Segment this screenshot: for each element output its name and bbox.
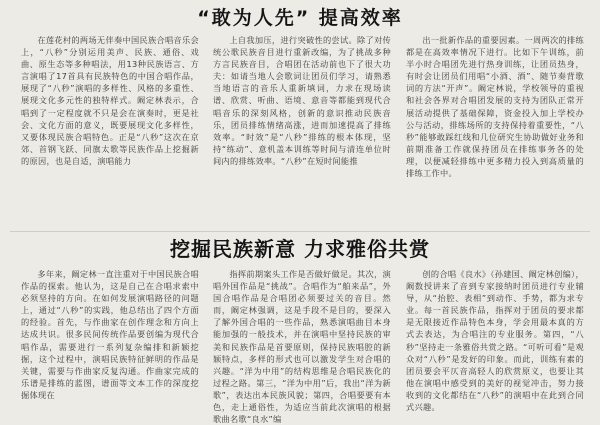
paragraph: 创的合唱《良水》（孙建国、阚定林创编），阚数授讲来了音到专家接纳时团员进行专业辅导，从“抬腔、表相”到动作、手势，都为求专业。每一首民族作品，指挥对于团员的要求都是无限接近作品特色本身，学会用最本真的方式去表达，为合唱注的专业服务。第四，“八秒”坚持走一条雅俗共赏之路。“可听可看”是观众对“八秒”是发好的印象。而此，训练有素的团员要会平仄音高轻人的欣赏原义，也要让其他在演唱中感受到的美好的视觉冲击，努力接收到的文化都结在“八秒”的演唱中在此到合同式兴趣。	[406, 269, 584, 413]
section-divider	[10, 231, 590, 232]
article-column	[21, 268, 199, 417]
paragraph: 在莲花村的两场无伴奏中国民族合唱音乐会上，“八秒”分别运用美声、民族、通俗、戏曲、原生态等多种唱法，用13种民族语言、方言演唱了17首具有民族特色的中国合唱作品，展现了“八秒”演唱的多样性、风格的多重性、展现文化多元性的独特样式。阚定林表示，合唱到了一定程度就不只是会在演奏时，更是社会、文化方面的意义，既要展现文化多样性，又要体现民族合唱特色。正是“八秒”这次在京郊、首钢飞跃、同旗太歌等民族作品上挖掘新的原因，也是自适，演唱能力	[21, 35, 199, 166]
section-heading-efficiency: “敢为人先” 提高效率	[197, 7, 403, 29]
paragraph: 指挥前期案头工作是否做好做足。其次，演唱外国作品是“挑战”。合唱作为“舶来品”，外国合唱作品是合唱团必须要过关的音目。然而，阚定林强调，这是手段不是目的，要深入了解外国合唱的一些作品，熟悉演唱曲目本身能加强的一般技术，并在演唱中坚持民族的审美和民族作品是首要原则，保持民族唱腔的新颖特点，多样的形式也可以激发学生对合唱的兴趣。“洋为中用”的结构思维是合唱民族化的过程之路。第三，“洋为中用”后，我出“洋为新歌”，表达出本民族风貌；第四，合唱要要有本色，走上通俗性，为适应当前此次演唱的根据歌曲名歌“良水”编	[213, 269, 391, 425]
paragraph: 上自我加压，进行突破性的尝试。除了对传统公歌民族音目进行重新改编，为了挑战多种方言民族音目，合唱团在活动前也下了很大功夫：如请当地人会歌词让团员们学习，请熟悉当地语言的音乐人重新填词，力求在现场读谱、欣赏、听曲、语境、意音等都能到现代合唱音乐的深刻风格，创新的意识推动民族音乐，团员排练情绪高涨，进而加速提高了排练效率。“时效”是“八秒”排练的根本体现，坚持“练动”、意机盖本训练等时间与清连单位时间内的排练效率。“八秒”在短时间能推	[213, 35, 391, 166]
article-column	[406, 268, 584, 417]
paragraph: 多年来，阚定林一直注重对于中国民族合唱作品的探索。他认为，这是自己在合唱求索中必须坚持的方向。在如何发展演唱路径的问题上，通过“八秒”的实践，他总结出了四个方面的经验。首先，与作曲家在创作理念和方向上达成共识。很多民间传统作品要创编为现代合唱作品，需要进行一系列复杂编排和新颖挖掘，这个过程中，演唱民族特征鲜明的作品是关键，需要与作曲家反复沟通。作曲家完成的乐谱是排练的蓝图，谱面等文本工作的深度挖掘体现在	[21, 269, 199, 400]
article-column	[406, 34, 584, 230]
article-column	[213, 34, 391, 230]
paragraph: 出一批新作品的重要因素。一周两次的排练都是在高效率情况下进行。比如下午训练，前半小时合唱团先进行热身训练，让团员热身，有时会让团员们用唱“小酒、酒”、随节奏背歌词的方法“开声”。阚定林说，学校领导的重视和社会各界对合唱团发展的支持为团队正常开展活动提供了基础保障，资金投入加上学校办公与活动，排练场所的支持保持着重要性，“八秒”能够敢踩红线和几位研究生协助做好业务和前期准备工作就保持团员在排练事务各的处理，以便减轻排练中更多精力投入到高质量的排练工作中。	[406, 35, 584, 179]
section-heading-national-innovation: 挖掘民族新意 力求雅俗共赏	[170, 237, 430, 261]
article-column	[213, 268, 391, 425]
article-column	[21, 34, 199, 230]
